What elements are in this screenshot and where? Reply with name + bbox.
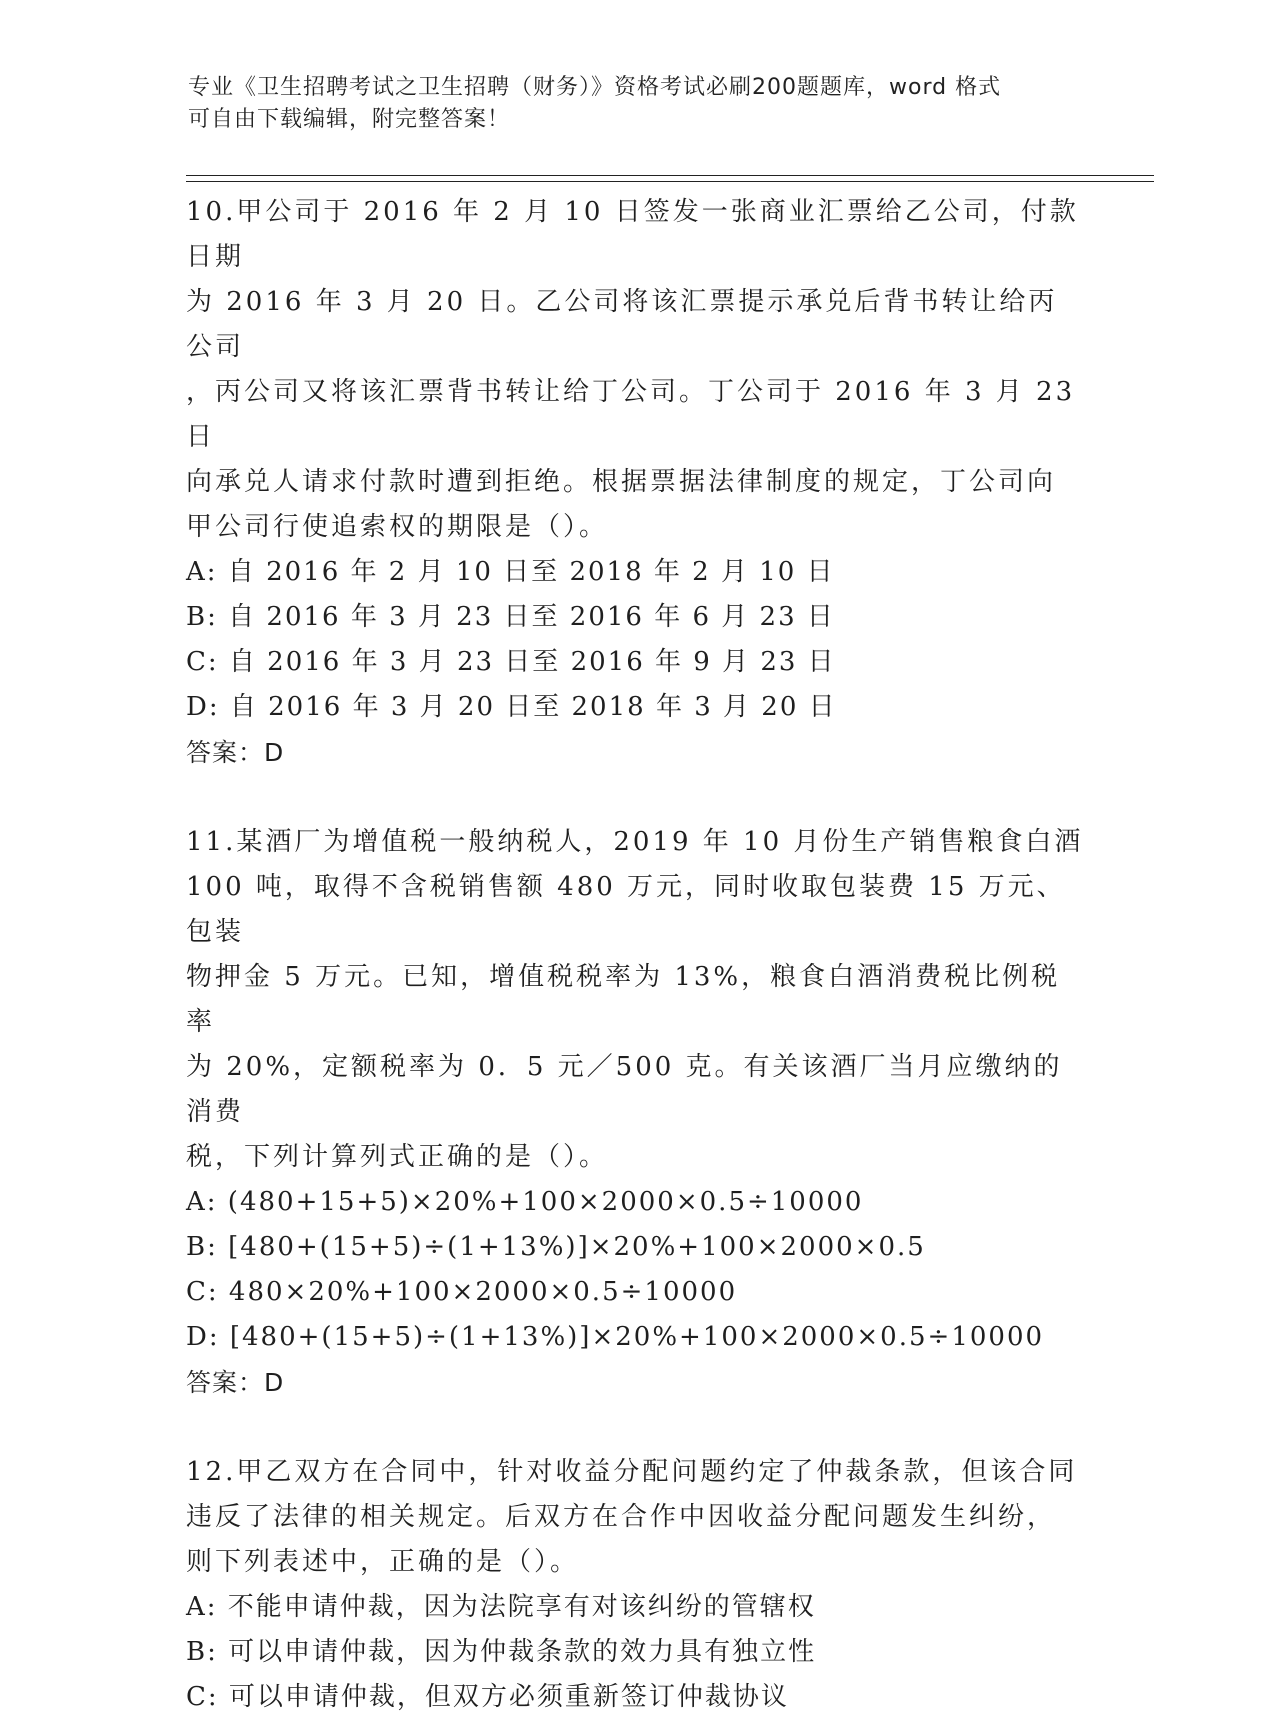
- header-line-2: 可自由下载编辑，附完整答案！: [188, 107, 511, 132]
- question-10: [186, 190, 1086, 775]
- question-11: [186, 820, 1086, 1405]
- answer: 答案：D: [186, 1368, 285, 1397]
- question-text: [186, 1450, 1086, 1585]
- question-spacer: [186, 775, 1086, 820]
- question-line: 税，下列计算列式正确的是（）。: [186, 1142, 609, 1172]
- question-list: [186, 190, 1086, 1720]
- question-line: 为 20%，定额税率为 0．5 元／500 克。有关该酒厂当月应缴纳的消费: [186, 1052, 1063, 1127]
- option-d: D: [480+(15+5)÷(1+13%)]×20%+100×2000×0.5÷10000: [186, 1322, 1045, 1352]
- header-rule-bottom: [186, 181, 1154, 182]
- question-12: [186, 1450, 1086, 1720]
- option-b: B: [480+(15+5)÷(1+13%)]×20%+100×2000×0.5: [186, 1232, 926, 1262]
- question-line: 11.某酒厂为增值税一般纳税人，2019 年 10 月份生产销售粮食白酒: [186, 827, 1084, 857]
- option-a: A: 不能申请仲裁，因为法院享有对该纠纷的管辖权: [186, 1592, 816, 1622]
- question-text: [186, 820, 1086, 1180]
- question-line: 10.甲公司于 2016 年 2 月 10 日签发一张商业汇票给乙公司，付款日期: [186, 197, 1079, 272]
- document-header: [188, 72, 1068, 136]
- option-c: C: 自 2016 年 3 月 23 日至 2016 年 9 月 23 日: [186, 647, 836, 677]
- question-line: 为 2016 年 3 月 20 日。乙公司将该汇票提示承兑后背书转让给丙公司: [186, 287, 1058, 362]
- question-line: 物押金 5 万元。已知，增值税税率为 13%，粮食白酒消费税比例税率: [186, 962, 1061, 1037]
- option-c: C: 可以申请仲裁，但双方必须重新签订仲裁协议: [186, 1682, 789, 1712]
- question-line: 向承兑人请求付款时遭到拒绝。根据票据法律制度的规定，丁公司向: [186, 467, 1057, 497]
- question-line: 100 吨，取得不含税销售额 480 万元，同时收取包装费 15 万元、包装: [186, 872, 1066, 947]
- header-rule-top: [186, 175, 1154, 176]
- question-text: [186, 190, 1086, 550]
- option-a: A: (480+15+5)×20%+100×2000×0.5÷10000: [186, 1187, 864, 1217]
- question-spacer: [186, 1405, 1086, 1450]
- answer: 答案：D: [186, 738, 285, 767]
- question-line: 甲公司行使追索权的期限是（）。: [186, 512, 609, 542]
- option-b: B: 可以申请仲裁，因为仲裁条款的效力具有独立性: [186, 1637, 817, 1667]
- option-c: C: 480×20%+100×2000×0.5÷10000: [186, 1277, 738, 1307]
- question-line: 则下列表述中，正确的是（）。: [186, 1547, 580, 1577]
- header-line-1: 专业《卫生招聘考试之卫生招聘（财务）》资格考试必刷200题题库，word 格式: [188, 75, 1002, 100]
- option-a: A: 自 2016 年 2 月 10 日至 2018 年 2 月 10 日: [186, 557, 835, 587]
- question-line: 12.甲乙双方在合同中，针对收益分配问题约定了仲裁条款，但该合同: [186, 1457, 1078, 1487]
- option-b: B: 自 2016 年 3 月 23 日至 2016 年 6 月 23 日: [186, 602, 835, 632]
- question-line: 违反了法律的相关规定。后双方在合作中因收益分配问题发生纠纷，: [186, 1502, 1057, 1532]
- question-line: ，丙公司又将该汇票背书转让给丁公司。丁公司于 2016 年 3 月 23 日: [186, 377, 1076, 452]
- option-d: D: 自 2016 年 3 月 20 日至 2018 年 3 月 20 日: [186, 692, 837, 722]
